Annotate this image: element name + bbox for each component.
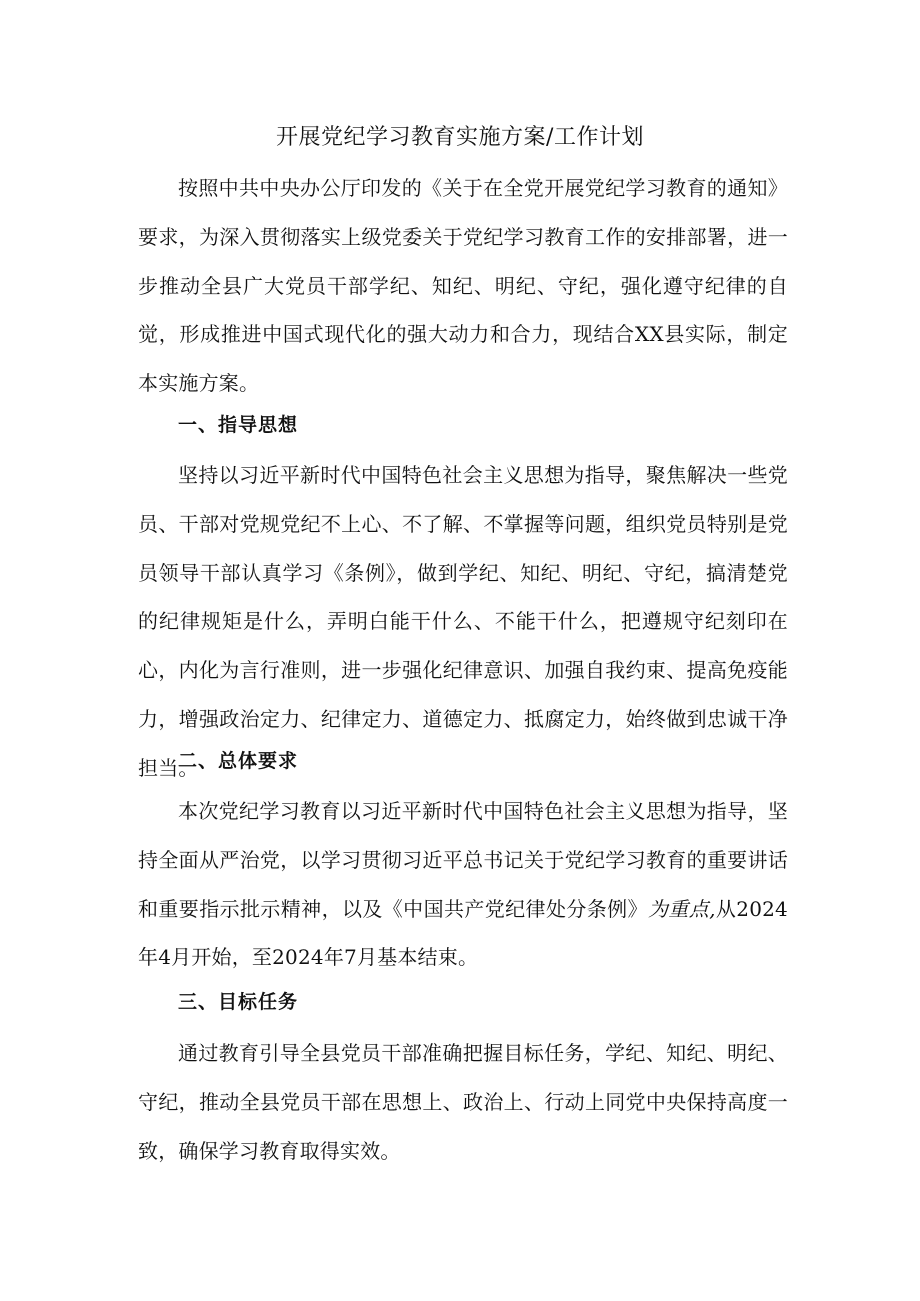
overall-requirements-text-part2: 从2024年4月开始，至2024年7月基本结束。 [138,896,788,970]
section-heading-objectives: 三、目标任务 [178,991,299,1013]
section-paragraph-objectives: 通过教育引导全县党员干部准确把握目标任务，学纪、知纪、明纪、守纪，推动全县党员干部在思想上、政治上、行动上同党中央保持高度一致，确保学习教育取得实效。 [138,1041,788,1163]
document-title: 开展党纪学习教育实施方案/工作计划 [276,125,644,150]
section-heading-guiding-ideology: 一、指导思想 [178,414,299,436]
section-paragraph-guiding-ideology: 坚持以习近平新时代中国特色社会主义思想为指导，聚焦解决一些党员、干部对党规党纪不上心、不了解、不掌握等问题，组织党员特别是党员领导干部认真学习《条例》，做到学纪、知纪、明纪、守纪，搞清楚党的纪律规矩是什么，弄明白能干什么、不能干什么，把遵规守纪刻印在心，内化为言行准则，进一步强化纪律意识、加强自我约束、提高免疫能力，增强政治定力、纪律定力、道德定力、抵腐定力，始终做到忠诚干净担当。 [138,463,788,780]
section-paragraph-overall-requirements [138,787,788,982]
overall-requirements-text-part1: 本次党纪学习教育以习近平新时代中国特色社会主义思想为指导，坚持全面从严治党，以学习贯彻习近平总书记关于党纪学习教育的重要讲话和重要指示批示精神，以及《中国共产党纪律处分条例》 [138,799,788,921]
section-heading-overall-requirements: 二、总体要求 [178,750,299,772]
overall-requirements-italic-text: 为重点, [647,896,716,921]
intro-paragraph: 按照中共中央办公厅印发的《关于在全党开展党纪学习教育的通知》要求，为深入贯彻落实上级党委关于党纪学习教育工作的安排部署，进一步推动全县广大党员干部学纪、知纪、明纪、守纪，强化遵守纪律的自觉，形成推进中国式现代化的强大动力和合力，现结合XX县实际，制定本实施方案。 [138,176,788,396]
